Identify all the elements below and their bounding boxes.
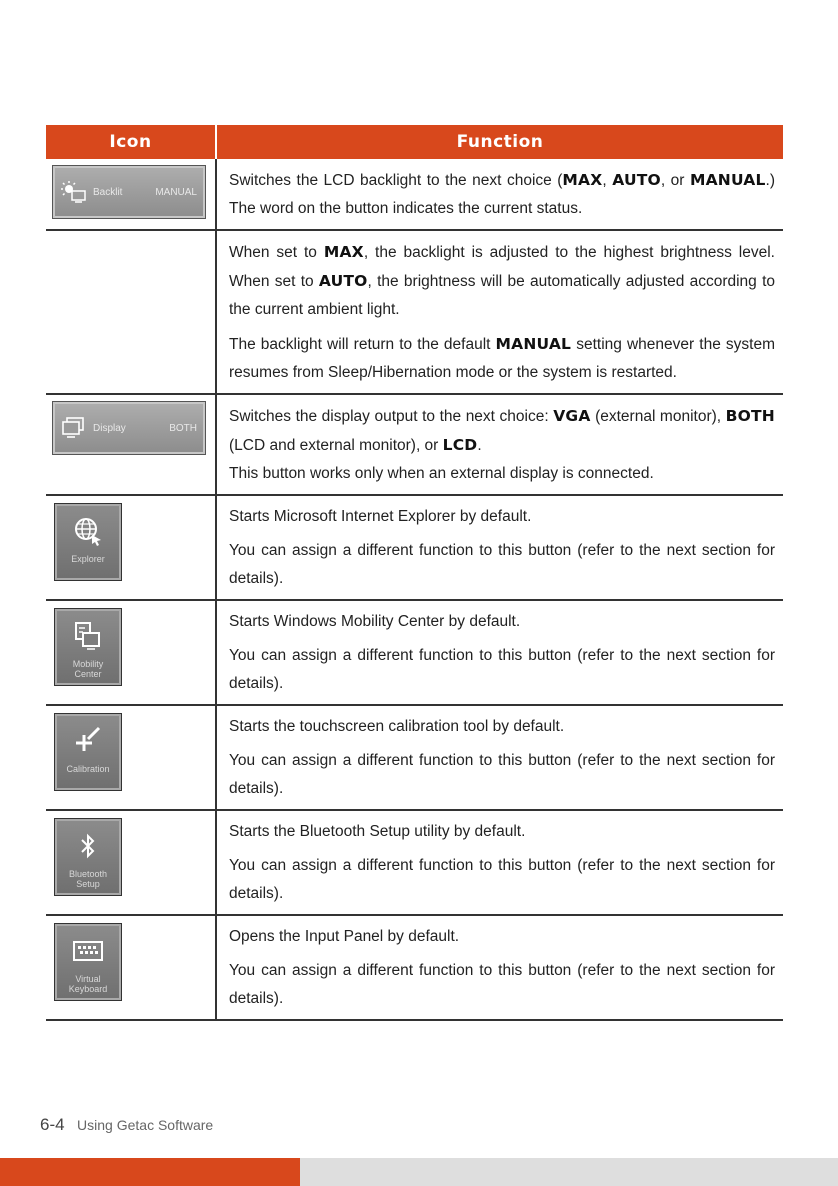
description: This button works only when an external display is connected. — [229, 465, 654, 482]
table-row — [46, 810, 783, 915]
description: You can assign a different function to this button (refer to the next section for details). — [229, 542, 775, 587]
header-icon: Icon — [46, 125, 216, 159]
description: When set to MAX, the backlight is adjusted to the highest brightness level. When set to AUTO, the brightness will be automatically adjusted according to the current ambient light. — [229, 243, 775, 318]
header-function: Function — [216, 125, 783, 159]
function-cell — [216, 230, 783, 394]
description: You can assign a different function to this button (refer to the next section for details). — [229, 647, 775, 692]
mobility-center-icon — [73, 619, 103, 653]
bluetooth-icon — [73, 829, 103, 863]
display-status: BOTH — [169, 422, 197, 434]
mobility-center-button — [54, 608, 122, 686]
function-cell — [216, 915, 783, 1020]
description: Switches the LCD backlight to the next choice (MAX, AUTO, or MANUAL.) The word on the button indicates the current status. — [229, 171, 775, 217]
page-number: 6-4 — [40, 1115, 65, 1134]
footer-bar-accent — [0, 1158, 300, 1186]
description: Starts Windows Mobility Center by default. — [229, 613, 521, 630]
function-cell — [216, 495, 783, 600]
globe-icon — [73, 514, 103, 548]
keyboard-icon — [72, 934, 104, 968]
function-cell — [216, 810, 783, 915]
backlit-status: MANUAL — [155, 186, 197, 198]
description: Starts Microsoft Internet Explorer by default. — [229, 508, 532, 525]
backlit-button — [52, 165, 206, 219]
page-footer — [40, 1115, 213, 1135]
function-cell — [216, 705, 783, 810]
table-row — [46, 705, 783, 810]
icon-cell — [46, 159, 216, 230]
icon-cell — [46, 705, 216, 810]
description: Opens the Input Panel by default. — [229, 928, 460, 945]
icon-cell — [46, 394, 216, 495]
description: You can assign a different function to this button (refer to the next section for details). — [229, 752, 775, 797]
table-header-row — [46, 125, 783, 159]
table-row — [46, 915, 783, 1020]
chapter-title: Using Getac Software — [77, 1117, 214, 1133]
function-cell — [216, 600, 783, 705]
display-label: Display — [93, 422, 126, 434]
explorer-button — [54, 503, 122, 581]
table-row — [46, 600, 783, 705]
icon-cell-empty — [46, 230, 216, 394]
description: You can assign a different function to this button (refer to the next section for details). — [229, 857, 775, 902]
calibration-button — [54, 713, 122, 791]
explorer-label: Explorer — [71, 554, 105, 564]
icon-cell — [46, 915, 216, 1020]
virtual-keyboard-button — [54, 923, 122, 1001]
backlit-label: Backlit — [93, 186, 123, 198]
calibration-label: Calibration — [66, 764, 110, 774]
icon-cell — [46, 810, 216, 915]
bluetooth-setup-button — [54, 818, 122, 896]
function-cell — [216, 159, 783, 230]
function-table — [46, 125, 783, 1021]
description: Starts the touchscreen calibration tool by default. — [229, 718, 565, 735]
bluetooth-setup-label: Bluetooth Setup — [68, 869, 108, 889]
table-row — [46, 495, 783, 600]
table-row — [46, 394, 783, 495]
display-button — [52, 401, 206, 455]
description: You can assign a different function to this button (refer to the next section for details). — [229, 962, 775, 1007]
table-row — [46, 230, 783, 394]
mobility-center-label: Mobility Center — [72, 659, 104, 679]
function-cell — [216, 394, 783, 495]
table-row — [46, 159, 783, 230]
description: Switches the display output to the next choice: VGA (external monitor), BOTH (LCD and external monitor), or LCD. — [229, 407, 775, 454]
dual-display-icon — [61, 417, 87, 439]
description: The backlight will return to the default MANUAL setting whenever the system resumes from Sleep/Hibernation mode or the system is restarted. — [229, 335, 775, 381]
virtual-keyboard-label: Virtual Keyboard — [68, 974, 108, 994]
calibration-icon — [73, 724, 103, 758]
description: Starts the Bluetooth Setup utility by default. — [229, 823, 526, 840]
sun-screen-icon — [61, 181, 87, 203]
icon-cell — [46, 495, 216, 600]
footer-bar-gray — [300, 1158, 838, 1186]
icon-cell — [46, 600, 216, 705]
